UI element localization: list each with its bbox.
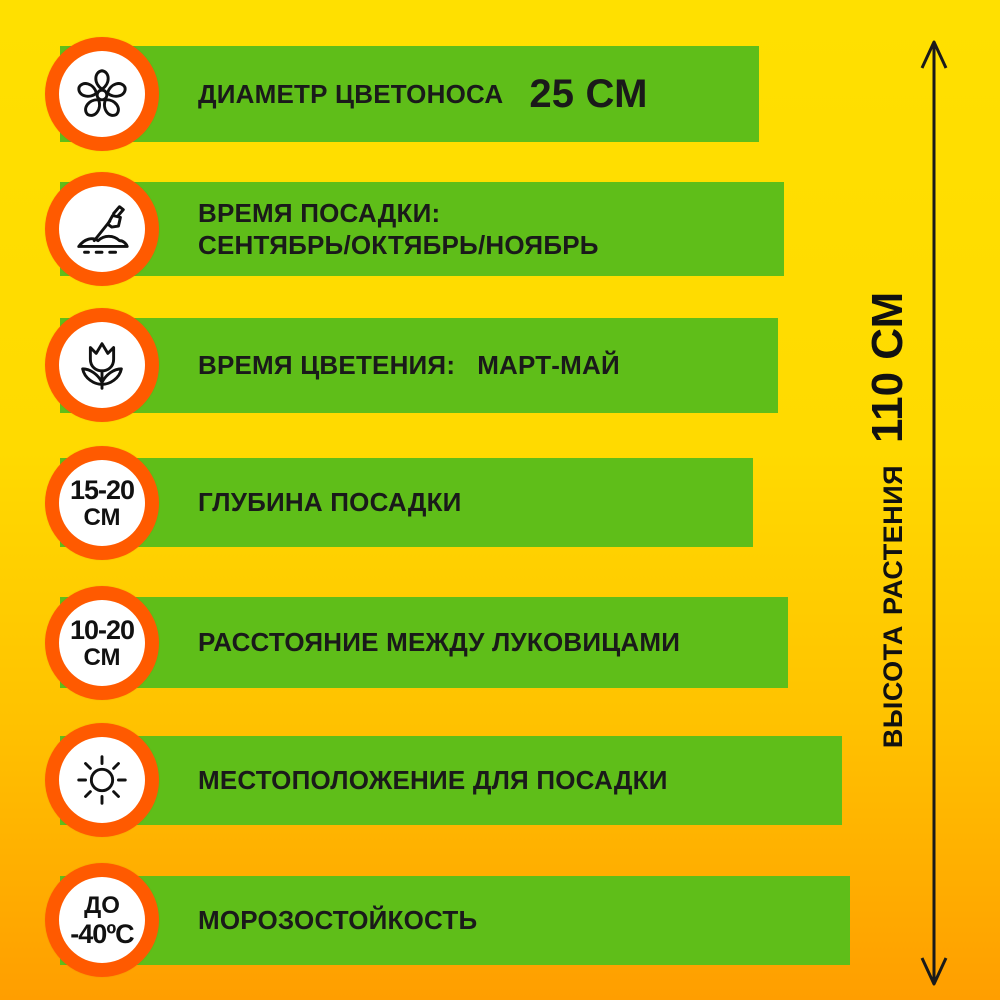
planting-time-months: СЕНТЯБРЬ/ОКТЯБРЬ/НОЯБРЬ [198,230,599,260]
spacing-range: 10-20 [69,614,135,645]
flower-diameter-value: 25 СМ [529,71,648,116]
frost-resistance-label: МОРОЗОСТОЙКОСТЬ [198,905,478,935]
sun-badge [45,723,159,837]
frost-badge [45,863,159,977]
height-label-word2: РАСТЕНИЯ [878,464,908,616]
height-arrow-icon [912,38,956,988]
flower-diameter-label: ДИАМЕТР ЦВЕТОНОСА [198,78,504,109]
depth-range: 15-20 [69,474,135,505]
info-bar-bulb-spacing [60,597,788,688]
tulip-icon [71,334,133,396]
spacing-unit: СМ [83,643,121,671]
info-bar-planting-location [60,736,842,825]
plant-height-label [863,292,913,748]
height-label-word1: ВЫСОТА [878,625,908,749]
flower-icon [71,63,133,125]
planting-time-label: ВРЕМЯ ПОСАДКИ: [198,197,441,228]
shovel-badge [45,172,159,286]
planting-depth-label: ГЛУБИНА ПОСАДКИ [198,487,462,517]
flower-badge [45,37,159,151]
frost-temperature: -40ºС [70,919,134,949]
info-bar-flower-diameter [60,46,759,142]
plant-height-value: 110 СМ [863,291,912,443]
bulb-spacing-label: РАССТОЯНИЕ МЕЖДУ ЛУКОВИЦАМИ [198,627,681,657]
info-bar-planting-depth [60,458,753,547]
planting-location-label: МЕСТОПОЛОЖЕНИЕ ДЛЯ ПОСАДКИ [198,765,668,795]
info-bar-frost-resistance [60,876,850,965]
info-bar-planting-time [60,182,784,276]
info-bar-blooming-time [60,318,778,413]
sun-icon [71,749,133,811]
depth-unit: СМ [83,503,121,531]
depth-badge [45,446,159,560]
shovel-icon [71,198,133,260]
tulip-badge [45,308,159,422]
spacing-badge [45,586,159,700]
frost-prefix: ДО [84,892,120,919]
blooming-time-label: ВРЕМЯ ЦВЕТЕНИЯ: [198,350,456,380]
blooming-time-value: МАРТ-МАЙ [477,350,620,380]
